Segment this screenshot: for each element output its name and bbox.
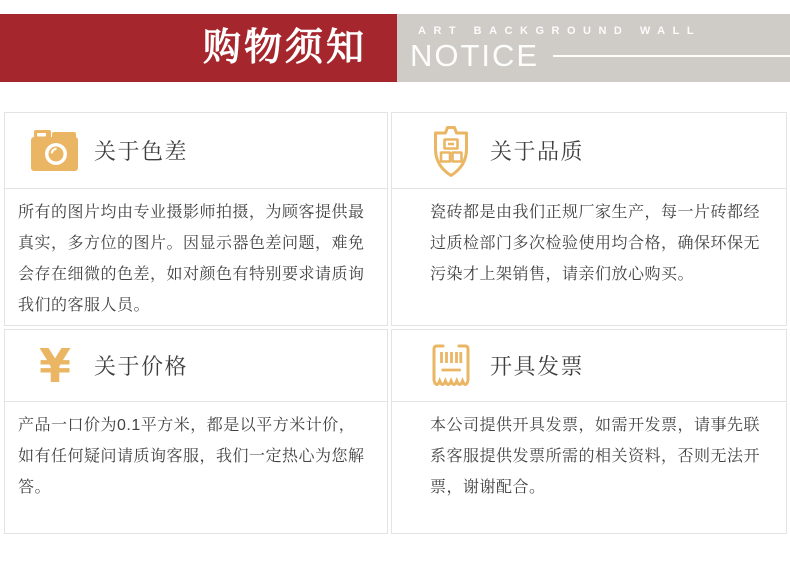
header-subtitle-en: ART BACKGROUND WALL [418,25,702,37]
section-quality [391,112,787,326]
yen-icon: ¥ [38,338,71,393]
receipt-icon [426,342,476,390]
section-header [392,113,786,189]
section-title: 关于价格 [94,354,189,379]
page-title: 购物须知 [202,27,367,69]
section-price [4,329,388,534]
section-header [5,113,387,189]
section-color-difference [4,112,388,326]
notice-row [410,40,790,71]
section-body: 所有的图片均由专业摄影师拍摄，为顾客提供最真实，多方位的图片。因显示器色差问题，难免会存在细微的色差，如对颜色有特别要求请质询我们的客服人员。 [18,204,365,314]
notice-label: NOTICE [410,38,540,73]
section-body: 瓷砖都是由我们正规厂家生产，每一片砖都经过质检部门多次检验使用均合格，确保环保无污染才上架销售，请亲们放心购买。 [430,204,761,283]
header-banner [0,14,790,82]
section-body: 本公司提供开具发票，如需开发票，请事先联系客服提供发票所需的相关资料，否则无法开票，谢谢配合。 [430,417,761,496]
header-gray-block [397,14,790,82]
section-header [5,330,387,402]
camera-icon [30,129,80,172]
section-title: 关于色差 [94,139,189,164]
section-title: 关于品质 [490,139,585,164]
section-body: 产品一口价为0.1平方米，都是以平方米计价，如有任何疑问请质询客服，我们一定热心为您解答。 [18,417,365,496]
section-header [392,330,786,402]
section-title: 开具发票 [490,354,585,379]
header-red-block [0,14,397,82]
shield-quality-icon [426,123,476,179]
section-invoice [391,329,787,534]
notice-underline [553,55,790,57]
